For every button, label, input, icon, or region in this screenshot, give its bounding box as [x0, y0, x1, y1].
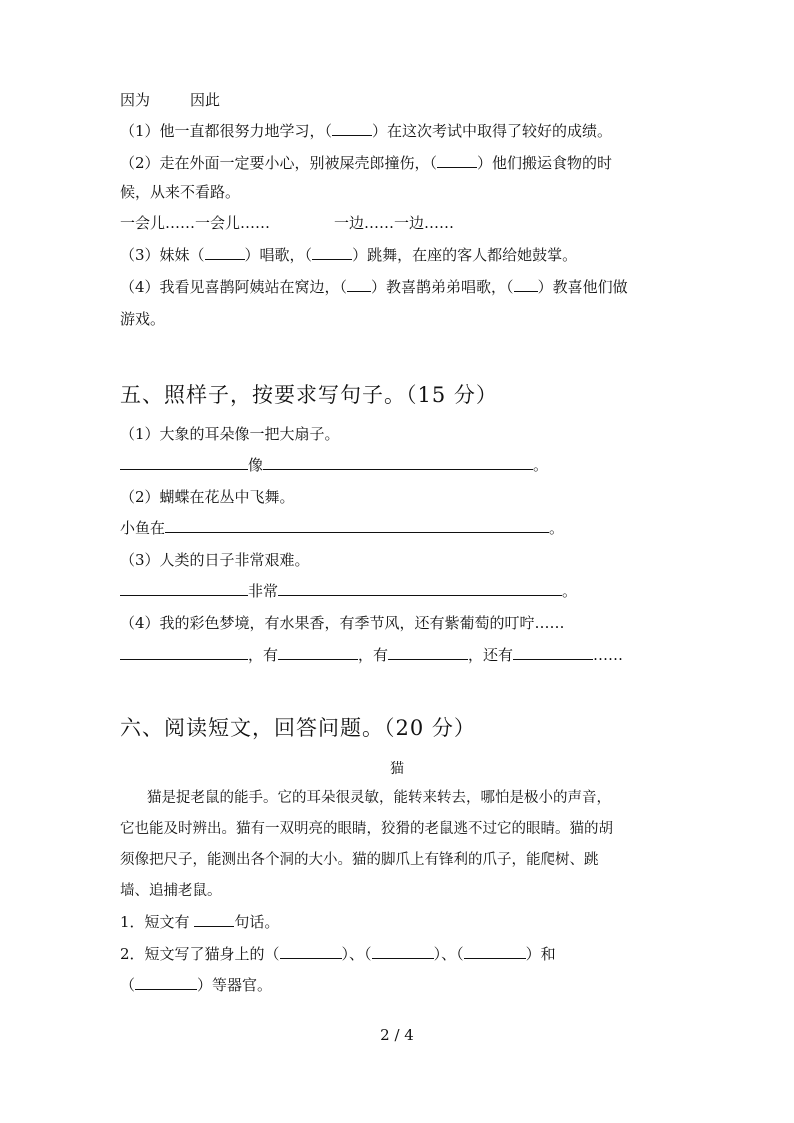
answer-blank[interactable]	[372, 944, 434, 959]
answer-blank[interactable]	[278, 581, 562, 596]
passage-line: 须像把尺子，能测出各个洞的大小。猫的脚爪上有锋利的爪子，能爬树、跳	[120, 852, 599, 868]
answer-blank[interactable]	[280, 944, 342, 959]
answer-blank[interactable]	[312, 245, 352, 260]
passage-line: 猫是捉老鼠的能手。它的耳朵很灵敏，能转来转去，哪怕是极小的声音，	[147, 790, 611, 806]
answer-blank[interactable]	[513, 645, 593, 660]
answer-blank[interactable]	[120, 455, 248, 470]
answer-blank[interactable]	[514, 277, 538, 292]
answer-blank[interactable]	[120, 581, 248, 596]
question-4-2-cont: 候，从来不看路。	[120, 183, 241, 201]
word-option: 一边……一边……	[334, 214, 455, 232]
question-6-2-cont: （ ）等器官。	[120, 976, 273, 994]
question-4-4-cont: 游戏。	[120, 310, 166, 328]
answer-blank[interactable]	[464, 944, 526, 959]
section-5-title: 五、照样子，按要求写句子。（15 分）	[120, 383, 498, 407]
word-option: 一会儿……一会儿……	[120, 214, 271, 232]
passage-title: 猫	[390, 761, 404, 777]
question-4-2: （2）走在外面一定要小心，别被屎壳郎撞伤，（ ）他们搬运食物的时	[120, 154, 613, 172]
word-choice-row-1	[120, 90, 220, 110]
word-option: 因为	[120, 91, 151, 109]
answer-blank[interactable]	[388, 645, 468, 660]
question-6-2: 2．短文写了猫身上的（ ）、（ ）、（ ）和	[120, 945, 556, 963]
answer-blank[interactable]	[194, 912, 234, 927]
question-6-1: 1．短文有 句话。	[120, 913, 280, 931]
question-5-3-example: （3）人类的日子非常艰难。	[120, 551, 310, 569]
answer-blank[interactable]	[135, 975, 197, 990]
question-5-2-answer: 小鱼在 。	[120, 519, 565, 537]
passage-line: 它也能及时辨出。猫有一双明亮的眼睛，狡猾的老鼠逃不过它的眼睛。猫的胡	[120, 821, 613, 837]
question-4-3: （3）妹妹（ ）唱歌，（ ）跳舞，在座的客人都给她鼓掌。	[120, 246, 578, 264]
question-5-4-example: （4）我的彩色梦境，有水果香，有季节风，还有紫葡萄的叮咛……	[120, 614, 565, 632]
question-5-1-example: （1）大象的耳朵像一把大扇子。	[120, 425, 340, 443]
question-5-1-answer: 像 。	[120, 455, 548, 475]
answer-blank[interactable]	[205, 245, 245, 260]
word-choice-row-2	[120, 213, 454, 233]
question-4-1: （1）他一直都很努力地学习，（ ）在这次考试中取得了较好的成绩。	[120, 122, 613, 140]
question-4-4: （4）我看见喜鹊阿姨站在窝边，（ ）教喜鹊弟弟唱歌，（ ）教喜他们做	[120, 278, 628, 296]
question-5-4-answer: ，有 ，有 ，还有 ……	[120, 645, 623, 665]
answer-blank[interactable]	[332, 121, 372, 136]
passage-line: 墙、追捕老鼠。	[120, 883, 222, 899]
answer-blank[interactable]	[437, 153, 477, 168]
answer-blank[interactable]	[165, 518, 549, 533]
question-5-3-answer: 非常 。	[120, 581, 577, 601]
page-number: 2 / 4	[380, 1026, 414, 1044]
answer-blank[interactable]	[263, 455, 533, 470]
word-option: 因此	[190, 91, 221, 109]
question-5-2-example: （2）蝴蝶在花丛中飞舞。	[120, 488, 295, 506]
section-6-title: 六、阅读短文，回答问题。（20 分）	[120, 716, 476, 740]
answer-blank[interactable]	[278, 645, 358, 660]
answer-blank[interactable]	[347, 277, 371, 292]
answer-blank[interactable]	[120, 645, 248, 660]
